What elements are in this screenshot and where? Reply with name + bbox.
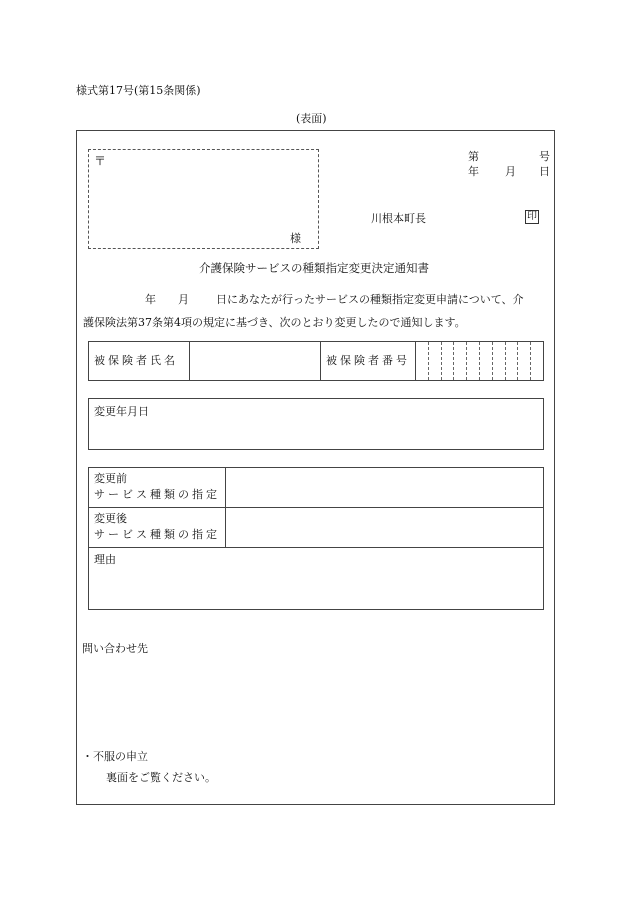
change-date-label: 変更年月日	[94, 405, 149, 418]
issue-month-label: 月	[505, 165, 516, 178]
insured-number-label: 被保険者番号	[326, 354, 410, 367]
document-title: 介護保険サービスの種類指定変更決定通知書	[199, 261, 429, 275]
recipient-honorific: 様	[290, 232, 301, 245]
designation-table	[88, 467, 544, 610]
body-text-line2: 護保険法第37条第4項の規定に基づき、次のとおり変更したので通知します。	[83, 316, 466, 329]
insured-name-label: 被保険者氏名	[94, 354, 178, 367]
appeal-text: 裏面をご覧ください。	[106, 771, 216, 784]
doc-number-prefix: 第	[468, 150, 479, 163]
form-number: 様式第17号(第15条関係)	[76, 84, 201, 97]
sender-name: 川根本町長	[371, 212, 426, 225]
issue-day-label: 日	[539, 165, 550, 178]
appeal-heading: ・不服の申立	[82, 750, 148, 763]
doc-number-suffix: 号	[539, 150, 550, 163]
reason-field[interactable]	[89, 548, 544, 610]
insured-number-field[interactable]	[416, 342, 544, 381]
reason-label: 理由	[94, 553, 116, 566]
issue-year-label: 年	[468, 165, 479, 178]
before-label-line2: サービス種類の指定	[94, 488, 220, 501]
insured-name-label-cell	[89, 342, 190, 381]
after-label-line2: サービス種類の指定	[94, 528, 220, 541]
after-label-cell	[89, 508, 226, 548]
before-label-cell	[89, 468, 226, 508]
contact-label: 問い合わせ先	[82, 642, 148, 655]
after-designation-field[interactable]	[226, 508, 544, 548]
body-month-label: 月	[178, 293, 189, 306]
recipient-address-box	[88, 149, 319, 249]
postal-mark: 〒	[94, 154, 107, 168]
seal-icon: 印	[527, 211, 537, 222]
form-side-label: (表面)	[296, 112, 327, 125]
before-label-line1: 変更前	[94, 472, 127, 485]
before-designation-field[interactable]	[226, 468, 544, 508]
body-text-line1: 日にあなたが行ったサービスの種類指定変更申請について、介	[216, 293, 524, 306]
insured-info-table	[88, 341, 544, 381]
body-year-label: 年	[145, 293, 156, 306]
after-label-line1: 変更後	[94, 512, 127, 525]
change-date-table	[88, 398, 544, 450]
insured-name-field[interactable]	[190, 342, 321, 381]
insured-number-label-cell	[321, 342, 416, 381]
change-date-field[interactable]	[89, 399, 544, 450]
